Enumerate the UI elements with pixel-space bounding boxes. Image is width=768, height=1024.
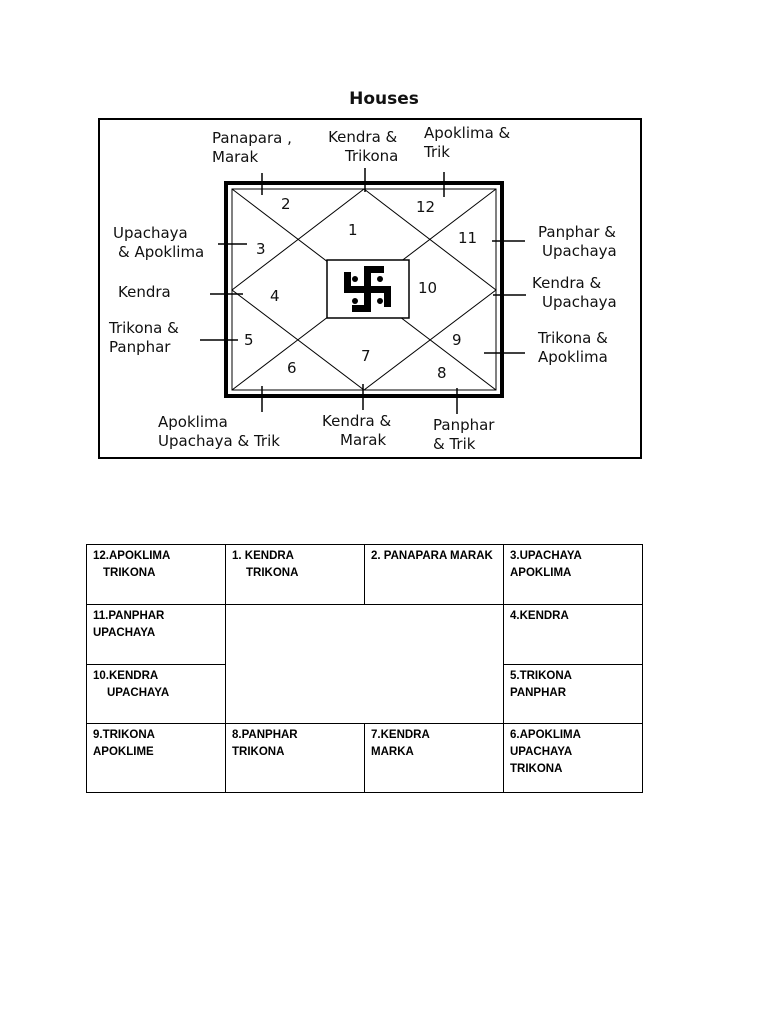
house-chart (98, 118, 642, 459)
table-row (87, 545, 643, 605)
table-cell-house-7: 7.KENDRA MARKA (365, 724, 504, 793)
label-trikona-apoklima: Trikona & Apoklima (538, 329, 608, 366)
label-apoklima-upachaya-trik: Apoklima Upachaya & Trik (158, 413, 280, 450)
table-row (87, 605, 643, 665)
page-title: Houses (349, 89, 419, 109)
label-upachaya-apoklima: Upachaya & Apoklima (113, 224, 205, 261)
table-cell-house-11: 11.PANPHAR UPACHAYA (87, 605, 226, 665)
table-cell-house-2: 2. PANAPARA MARAK (365, 545, 504, 605)
table-cell-house-10: 10.KENDRA UPACHAYA (87, 665, 226, 724)
table-cell-house-8: 8.PANPHAR TRIKONA (226, 724, 365, 793)
house-number-10: 10 (418, 279, 438, 297)
house-number-12: 12 (416, 198, 436, 216)
table-cell-house-4: 4.KENDRA (504, 605, 643, 665)
house-number-4: 4 (270, 287, 280, 305)
label-apoklima-trik: Apoklima & Trik (424, 124, 511, 161)
table-center-empty (226, 605, 504, 724)
label-kendra-upachaya: Kendra & Upachaya (532, 274, 617, 311)
label-kendra-trikona: Kendra & Trikona (328, 128, 399, 165)
label-panapara-marak: Panapara , Marak (212, 129, 292, 166)
table-cell-house-12: 12.APOKLIMA TRIKONA (87, 545, 226, 605)
house-number-1: 1 (348, 221, 358, 239)
table-row (87, 724, 643, 793)
house-number-3: 3 (256, 240, 266, 258)
table-cell-house-9: 9.TRIKONA APOKLIME (87, 724, 226, 793)
houses-table (86, 544, 643, 793)
house-number-5: 5 (244, 331, 254, 349)
label-kendra: Kendra (118, 283, 171, 301)
house-number-8: 8 (437, 364, 447, 382)
table-cell-house-1: 1. KENDRA TRIKONA (226, 545, 365, 605)
label-trikona-panphar: Trikona & Panphar (109, 319, 179, 356)
house-number-11: 11 (458, 229, 478, 247)
label-panphar-trik: Panphar & Trik (433, 416, 495, 453)
table-cell-house-6: 6.APOKLIMA UPACHAYA TRIKONA (504, 724, 643, 793)
house-number-7: 7 (361, 347, 371, 365)
house-number-9: 9 (452, 331, 462, 349)
label-kendra-marak: Kendra & Marak (322, 412, 392, 449)
label-panphar-upachaya: Panphar & Upachaya (538, 223, 617, 260)
table-cell-house-5: 5.TRIKONA PANPHAR (504, 665, 643, 724)
house-number-6: 6 (287, 359, 297, 377)
house-number-2: 2 (281, 195, 291, 213)
table-cell-house-3: 3.UPACHAYA APOKLIMA (504, 545, 643, 605)
